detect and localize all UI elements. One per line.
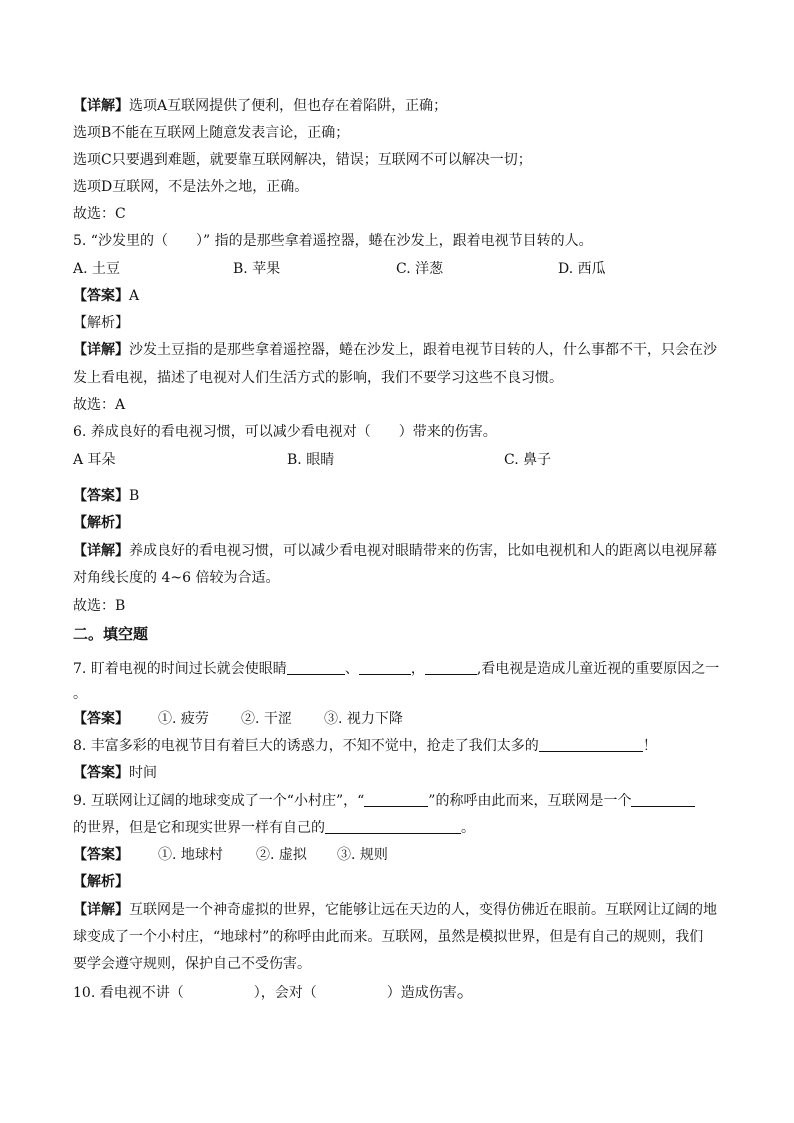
detail-text: 养成良好的看电视习惯，可以减少看电视对眼睛带来的伤害，比如电视机和人的距离以电视屏幕 (129, 543, 717, 559)
detail-text: 沙发土豆指的是那些拿着遥控器，蜷在沙发上，跟着电视节目转的人，什么事都不干，只会在沙 (129, 342, 717, 358)
answer-tag: 【答案】 (73, 847, 129, 863)
q6-answer (73, 486, 724, 506)
q6-detail-1 (73, 541, 724, 561)
q4-detail-b: 选项B不能在互联网上随意发表言论，正确； (73, 125, 350, 141)
q7-blank-2 (359, 660, 411, 675)
answer-text: A (129, 288, 140, 304)
q7-blank-3 (425, 660, 477, 675)
q9-answer-3: ③. 规则 (337, 847, 388, 863)
q6-detail-2: 对角线长度的 4~6 倍较为合适。 (73, 570, 280, 586)
q9-detail-3: 要学会遵守规则，保护自己不受伤害。 (73, 956, 311, 972)
q5-option-d: D. 西瓜 (558, 261, 606, 277)
q8-stem (73, 736, 724, 756)
q7-stem (73, 659, 724, 679)
answer-tag: 【答案】 (73, 288, 129, 304)
q7-answer (73, 709, 724, 729)
q9-blank-2 (631, 792, 695, 807)
q9-stem-2 (73, 818, 724, 838)
q6-option-a: A 耳朵 (73, 452, 116, 468)
q9-analysis-tag: 【解析】 (73, 874, 129, 890)
q9-stem-text: 9. 互联网让辽阔的地球变成了一个“小村庄”，“ (73, 793, 365, 809)
q6-choice: 故选：B (73, 598, 126, 614)
q7-answer-2: ②. 干涩 (241, 711, 292, 727)
q5-option-b: B. 苹果 (233, 261, 281, 277)
q9-stem-text: 的世界，但是它和现实世界一样有自己的 (73, 820, 325, 836)
q5-option-a: A. 土豆 (73, 261, 121, 277)
q9-blank-1 (364, 792, 428, 807)
q5-detail-1 (73, 340, 724, 360)
q7-separator: ， (410, 661, 425, 677)
detail-text: 选项A互联网提供了便利，但也存在着陷阱，正确； (129, 98, 448, 114)
q6-option-b: B. 眼睛 (287, 452, 335, 468)
q6-stem: 6. 养成良好的看电视习惯，可以减少看电视对（ ）带来的伤害。 (73, 424, 497, 440)
q10-end-mark: 。 (456, 981, 475, 1002)
detail-text: 互联网是一个神奇虚拟的世界，它能够让远在天边的人，变得仿佛近在眼前。互联网让辽阔的地 (129, 902, 717, 918)
q5-option-c: C. 洋葱 (396, 261, 444, 277)
q7-stem-tail: 。 (73, 686, 87, 702)
q9-stem-1 (73, 791, 724, 811)
q8-answer (73, 763, 724, 783)
q7-stem-text: 7. 盯着电视的时间过长就会使眼睛 (73, 661, 287, 677)
q8-end-mark: ！ (642, 738, 657, 754)
q7-answer-1: ①. 疲劳 (158, 711, 209, 727)
q6-option-c: C. 鼻子 (504, 452, 552, 468)
q9-blank-3 (325, 819, 461, 834)
answer-tag: 【答案】 (73, 711, 129, 727)
q5-analysis-tag: 【解析】 (73, 315, 129, 331)
answer-text: B (129, 488, 140, 504)
detail-tag: 【详解】 (73, 342, 129, 358)
answer-tag: 【答案】 (73, 488, 129, 504)
q6-analysis-tag: 【解析】 (73, 515, 129, 531)
q5-stem: 5. “沙发里的（ ）” 指的是那些拿着遥控器，蜷在沙发上，跟着电视节目转的人。 (73, 233, 593, 249)
q8-blank (539, 737, 643, 752)
q4-detail-a (73, 96, 724, 116)
q7-blank-1 (287, 660, 345, 675)
detail-tag: 【详解】 (73, 543, 129, 559)
q7-stem-text: ,看电视是造成儿童近视的重要原因之一 (476, 661, 720, 677)
answer-text: 时间 (129, 765, 157, 781)
q9-answer-1: ①. 地球村 (158, 847, 223, 863)
q4-detail-d: 选项D互联网，不是法外之地，正确。 (73, 179, 309, 195)
q10-stem-text: 10. 看电视不讲（ ），会对（ ）造成伤害 (73, 985, 457, 1001)
q4-choice: 故选：C (73, 206, 126, 222)
q9-detail-2: 球变成了一个小村庄，“地球村”的称呼由此而来。互联网，虽然是模拟世界，但是有自己的规则，我们 (73, 929, 704, 945)
q9-detail-1 (73, 900, 724, 920)
q5-detail-2: 发上看电视，描述了电视对人们生活方式的影响，我们不要学习这些不良习惯。 (73, 370, 563, 386)
section-title: 二。填空题 (73, 625, 149, 643)
q9-answer (73, 845, 724, 865)
q8-stem-text: 8. 丰富多彩的电视节目有着巨大的诱惑力，不知不觉中，抢走了我们太多的 (73, 738, 539, 754)
q7-answer-3: ③. 视力下降 (324, 711, 403, 727)
q9-stem-text: ”的称呼由此而来，互联网是一个 (428, 793, 632, 809)
q7-separator: 、 (344, 661, 359, 677)
detail-tag: 【详解】 (73, 902, 129, 918)
q9-end-mark: 。 (461, 820, 475, 836)
answer-tag: 【答案】 (73, 765, 129, 781)
q9-answer-2: ②. 虚拟 (256, 847, 307, 863)
q10-stem (73, 982, 724, 1003)
q5-answer (73, 286, 724, 306)
detail-tag: 【详解】 (73, 98, 129, 114)
q4-detail-c: 选项C只要遇到难题，就要靠互联网解决，错误；互联网不可以解决一切； (73, 152, 532, 168)
q5-choice: 故选：A (73, 397, 126, 413)
